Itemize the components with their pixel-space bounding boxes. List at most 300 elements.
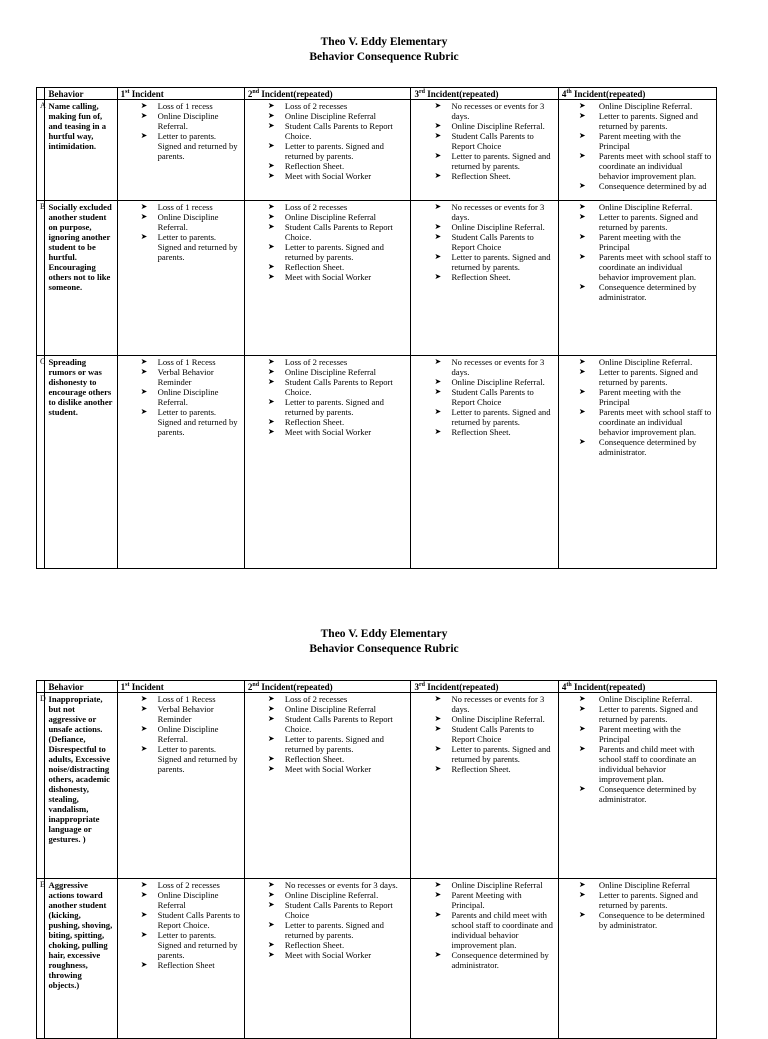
incident-4-consequences — [558, 356, 716, 569]
h3-sup: rd — [418, 682, 425, 688]
header-incident-3 — [411, 681, 558, 693]
list-item — [414, 232, 554, 252]
behavior-description: Socially excluded another student on purpose, ignoring another student to be hurtful. Encouraging others not to like someone. — [45, 201, 117, 356]
list-item — [248, 111, 408, 121]
arrow-bullet-icon: ➤ — [267, 212, 275, 221]
table-header-row — [37, 681, 717, 693]
arrow-bullet-icon: ➤ — [434, 357, 442, 366]
arrow-bullet-icon: ➤ — [267, 242, 275, 251]
arrow-bullet-icon: ➤ — [267, 427, 275, 436]
arrow-bullet-icon: ➤ — [578, 252, 586, 261]
consequence-text: Online Discipline Referral. — [598, 357, 693, 367]
arrow-bullet-icon: ➤ — [434, 171, 442, 180]
behavior-description: Name calling, making fun of, and teasing in a hurtful way, intimidation. — [45, 100, 117, 201]
incident-4-consequences — [558, 693, 716, 879]
list-item — [248, 397, 408, 417]
arrow-bullet-icon: ➤ — [140, 880, 148, 889]
consequence-text: Consequence determined by ad — [598, 181, 707, 191]
arrow-bullet-icon: ➤ — [267, 734, 275, 743]
incident-4-consequences — [558, 100, 716, 201]
arrow-bullet-icon: ➤ — [434, 377, 442, 386]
consequence-text: No recesses or events for 3 days. — [451, 357, 545, 377]
incident-3-consequences — [411, 879, 558, 1039]
consequence-text: Online Discipline Referral — [451, 880, 543, 890]
consequence-text: Meet with Social Worker — [284, 171, 372, 181]
h2-num: 2 — [247, 89, 253, 99]
consequence-text: Parents meet with school staff to coordinate an individual behavior improvement plan. — [598, 151, 712, 181]
list-item — [562, 357, 713, 367]
row-letter: B — [37, 201, 45, 356]
list-item — [414, 694, 554, 714]
consequence-text: Loss of 2 recesses — [284, 357, 348, 367]
arrow-bullet-icon: ➤ — [578, 744, 586, 753]
consequence-text: Online Discipline Referral. — [598, 101, 693, 111]
list-item — [562, 437, 713, 457]
list-item — [121, 367, 241, 387]
arrow-bullet-icon: ➤ — [434, 744, 442, 753]
list-item — [414, 910, 554, 950]
list-item — [121, 202, 241, 212]
h2-num: 2 — [247, 682, 253, 692]
list-item — [562, 367, 713, 387]
list-item — [414, 101, 554, 121]
arrow-bullet-icon: ➤ — [267, 141, 275, 150]
h3-sup: rd — [418, 89, 425, 95]
list-item — [248, 272, 408, 282]
arrow-bullet-icon: ➤ — [267, 714, 275, 723]
arrow-bullet-icon: ➤ — [140, 111, 148, 120]
list-item — [562, 282, 713, 302]
incident-3-consequences — [411, 100, 558, 201]
consequence-text: No recesses or events for 3 days. — [451, 101, 545, 121]
row-letter: C — [37, 356, 45, 569]
table-row — [37, 201, 717, 356]
consequence-text: Student Calls Parents to Report Choice — [451, 387, 534, 407]
incident-3-consequences — [411, 201, 558, 356]
page1-title: Theo V. Eddy Elementary — [320, 36, 448, 48]
arrow-bullet-icon: ➤ — [434, 764, 442, 773]
list-item — [414, 950, 554, 970]
list-item — [414, 387, 554, 407]
arrow-bullet-icon: ➤ — [578, 357, 586, 366]
consequence-list — [562, 694, 713, 804]
arrow-bullet-icon: ➤ — [267, 940, 275, 949]
h1-text: Incident — [129, 89, 164, 99]
page1-title-block — [0, 35, 768, 65]
arrow-bullet-icon: ➤ — [578, 212, 586, 221]
table-row — [37, 879, 717, 1039]
consequence-text: Parents meet with school staff to coordinate an individual behavior improvement plan. — [598, 407, 712, 437]
arrow-bullet-icon: ➤ — [578, 704, 586, 713]
arrow-bullet-icon: ➤ — [434, 101, 442, 110]
consequence-text: Online Discipline Referral. — [451, 121, 545, 131]
consequence-text: Online Discipline Referral. — [598, 694, 693, 704]
list-item — [562, 101, 713, 111]
h4-sup: th — [566, 89, 572, 95]
arrow-bullet-icon: ➤ — [267, 754, 275, 763]
consequence-text: Letter to parents. Signed and returned by parents. — [598, 212, 698, 232]
list-item — [248, 704, 408, 714]
table-row — [37, 100, 717, 201]
list-item — [121, 724, 241, 744]
consequence-list — [414, 880, 554, 970]
arrow-bullet-icon: ➤ — [140, 910, 148, 919]
list-item — [562, 181, 713, 191]
incident-2-consequences — [244, 356, 411, 569]
h2-text: Incident(repeated) — [259, 682, 333, 692]
list-item — [121, 111, 241, 131]
consequence-text: Consequence determined by administrator. — [598, 784, 697, 804]
list-item — [562, 407, 713, 437]
behavior-description: Aggressive actions toward another student (kicking, pushing, shoving, biting, spitting, choking, pulling hair, excessive roughness, throwing objects.) — [45, 879, 117, 1039]
list-item — [562, 131, 713, 151]
consequence-text: Online Discipline Referral. — [598, 202, 693, 212]
arrow-bullet-icon: ➤ — [434, 880, 442, 889]
consequence-list — [562, 202, 713, 302]
list-item — [248, 950, 408, 960]
list-item — [562, 202, 713, 212]
incident-1-consequences — [117, 100, 244, 201]
list-item — [121, 960, 241, 970]
consequence-text: Online Discipline Referral — [157, 890, 219, 910]
table-row — [37, 693, 717, 879]
consequence-text: Letter to parents. Signed and returned by parents. — [284, 242, 384, 262]
list-item — [414, 764, 554, 774]
arrow-bullet-icon: ➤ — [267, 202, 275, 211]
consequence-text: Verbal Behavior Reminder — [157, 704, 214, 724]
consequence-text: No recesses or events for 3 days. — [451, 694, 545, 714]
consequence-text: Consequence determined by administrator. — [598, 282, 697, 302]
consequence-text: Student Calls Parents to Report Choice. — [284, 377, 393, 397]
consequence-text: Reflection Sheet. — [451, 764, 511, 774]
list-item — [414, 272, 554, 282]
arrow-bullet-icon: ➤ — [434, 222, 442, 231]
consequence-text: Parent meeting with the Principal — [598, 131, 681, 151]
arrow-bullet-icon: ➤ — [434, 714, 442, 723]
arrow-bullet-icon: ➤ — [267, 101, 275, 110]
consequence-text: Meet with Social Worker — [284, 272, 372, 282]
list-item — [414, 427, 554, 437]
list-item — [248, 121, 408, 141]
list-item — [121, 407, 241, 437]
consequence-text: Consequence determined by administrator. — [598, 437, 697, 457]
consequence-list — [121, 101, 241, 161]
arrow-bullet-icon: ➤ — [267, 357, 275, 366]
h1-num: 1 — [120, 682, 126, 692]
h3-num: 3 — [414, 89, 419, 99]
consequence-text: Loss of 2 recesses — [284, 101, 348, 111]
list-item — [414, 357, 554, 377]
rubric-table-2 — [36, 680, 717, 1039]
list-item — [248, 202, 408, 212]
consequence-text: Online Discipline Referral. — [157, 387, 219, 407]
consequence-text: Letter to parents. Signed and returned by parents. — [598, 890, 698, 910]
consequence-list — [121, 694, 241, 774]
arrow-bullet-icon: ➤ — [267, 171, 275, 180]
arrow-bullet-icon: ➤ — [434, 131, 442, 140]
list-item — [248, 900, 408, 920]
list-item — [414, 714, 554, 724]
arrow-bullet-icon: ➤ — [434, 427, 442, 436]
consequence-text: Loss of 2 recesses — [284, 694, 348, 704]
arrow-bullet-icon: ➤ — [267, 121, 275, 130]
arrow-bullet-icon: ➤ — [140, 704, 148, 713]
h1-num: 1 — [120, 89, 126, 99]
consequence-text: Reflection Sheet. — [451, 427, 511, 437]
h4-text: Incident(repeated) — [571, 682, 646, 692]
consequence-text: Letter to parents. Signed and returned by parents. — [157, 744, 238, 774]
consequence-list — [562, 880, 713, 930]
list-item — [414, 121, 554, 131]
page2-subtitle: Behavior Consequence Rubric — [309, 643, 459, 655]
behavior-description: Inappropriate, but not aggressive or unsafe actions. (Defiance, Disrespectful to adults, Excessive noise/distracting others, academic dishonesty, stealing, vandalism, inappropriate language or gestures. ) — [45, 693, 117, 879]
consequence-text: Loss of 1 Recess — [157, 357, 216, 367]
list-item — [562, 252, 713, 282]
header-incident-4 — [558, 681, 716, 693]
consequence-text: Letter to parents. Signed and returned by parents. — [451, 151, 551, 171]
consequence-text: Meet with Social Worker — [284, 764, 372, 774]
consequence-text: Letter to parents. Signed and returned by parents. — [284, 920, 384, 940]
arrow-bullet-icon: ➤ — [267, 694, 275, 703]
consequence-text: Online Discipline Referral — [284, 704, 377, 714]
consequence-text: Consequence determined by administrator. — [451, 950, 549, 970]
arrow-bullet-icon: ➤ — [434, 387, 442, 396]
consequence-list — [121, 357, 241, 437]
incident-2-consequences — [244, 201, 411, 356]
arrow-bullet-icon: ➤ — [140, 202, 148, 211]
list-item — [414, 407, 554, 427]
arrow-bullet-icon: ➤ — [434, 950, 442, 959]
list-item — [248, 754, 408, 764]
list-item — [562, 724, 713, 744]
h2-sup: nd — [252, 682, 260, 688]
consequence-text: No recesses or events for 3 days. — [284, 880, 398, 890]
list-item — [414, 202, 554, 222]
arrow-bullet-icon: ➤ — [434, 910, 442, 919]
consequence-text: Reflection Sheet. — [284, 940, 345, 950]
list-item — [248, 367, 408, 377]
list-item — [248, 161, 408, 171]
consequence-text: Parent meeting with the Principal — [598, 232, 681, 252]
list-item — [414, 744, 554, 764]
list-item — [248, 222, 408, 242]
header-behavior-label: Behavior — [48, 89, 84, 99]
consequence-list — [562, 357, 713, 457]
list-item — [562, 111, 713, 131]
h4-sup: th — [566, 682, 572, 688]
list-item — [562, 694, 713, 704]
consequence-text: Parent meeting with the Principal — [598, 724, 681, 744]
consequence-text: Parents and child meet with school staff to coordinate an individual behavior improvement plan. — [598, 744, 697, 784]
arrow-bullet-icon: ➤ — [140, 232, 148, 241]
arrow-bullet-icon: ➤ — [267, 377, 275, 386]
h3-num: 3 — [414, 682, 419, 692]
consequence-text: Online Discipline Referral — [284, 212, 377, 222]
arrow-bullet-icon: ➤ — [267, 417, 275, 426]
list-item — [248, 101, 408, 111]
consequence-text: Online Discipline Referral — [284, 367, 377, 377]
arrow-bullet-icon: ➤ — [434, 890, 442, 899]
list-item — [248, 417, 408, 427]
arrow-bullet-icon: ➤ — [578, 232, 586, 241]
consequence-text: Loss of 1 Recess — [157, 694, 216, 704]
table-row — [37, 356, 717, 569]
header-incident-2 — [244, 681, 411, 693]
consequence-text: Reflection Sheet. — [451, 171, 511, 181]
header-incident-2 — [244, 88, 411, 100]
consequence-text: Reflection Sheet. — [284, 417, 345, 427]
list-item — [414, 377, 554, 387]
incident-2-consequences — [244, 879, 411, 1039]
consequence-text: Letter to parents. Signed and returned by parents. — [598, 704, 698, 724]
consequence-text: Letter to parents. Signed and returned by parents. — [157, 930, 238, 960]
incident-1-consequences — [117, 356, 244, 569]
list-item — [562, 784, 713, 804]
h1-sup: st — [125, 89, 130, 95]
incident-3-consequences — [411, 356, 558, 569]
list-item — [121, 744, 241, 774]
arrow-bullet-icon: ➤ — [434, 272, 442, 281]
consequence-text: Online Discipline Referral. — [157, 212, 219, 232]
arrow-bullet-icon: ➤ — [267, 950, 275, 959]
arrow-bullet-icon: ➤ — [578, 181, 586, 190]
consequence-text: Student Calls Parents to Report Choice. — [157, 910, 240, 930]
consequence-text: Letter to parents. Signed and returned by parents. — [284, 397, 384, 417]
behavior-description: Spreading rumors or was dishonesty to encourage others to dislike another student. — [45, 356, 117, 569]
consequence-list — [121, 202, 241, 262]
arrow-bullet-icon: ➤ — [140, 407, 148, 416]
list-item — [414, 880, 554, 890]
list-item — [121, 387, 241, 407]
arrow-bullet-icon: ➤ — [140, 131, 148, 140]
consequence-text: Student Calls Parents to Report Choice. — [284, 222, 393, 242]
consequence-text: Reflection Sheet. — [284, 262, 345, 272]
list-item — [248, 940, 408, 950]
list-item — [562, 212, 713, 232]
list-item — [248, 890, 408, 900]
list-item — [414, 151, 554, 171]
consequence-text: Letter to parents. Signed and returned by parents. — [157, 407, 238, 437]
arrow-bullet-icon: ➤ — [140, 744, 148, 753]
h1-text: Incident — [129, 682, 164, 692]
consequence-text: Loss of 1 recess — [157, 101, 213, 111]
list-item — [121, 910, 241, 930]
arrow-bullet-icon: ➤ — [578, 784, 586, 793]
consequence-text: Student Calls Parents to Report Choice — [451, 232, 534, 252]
consequence-list — [121, 880, 241, 970]
consequence-text: Online Discipline Referral — [598, 880, 691, 890]
arrow-bullet-icon: ➤ — [267, 397, 275, 406]
list-item — [562, 910, 713, 930]
page1-subtitle: Behavior Consequence Rubric — [309, 51, 459, 63]
consequence-list — [248, 101, 408, 181]
consequence-text: Reflection Sheet. — [284, 161, 345, 171]
consequence-text: Parents and child meet with school staff to coordinate and individual behavior improvement plan. — [451, 910, 553, 950]
h4-text: Incident(repeated) — [571, 89, 646, 99]
consequence-text: Reflection Sheet. — [284, 754, 345, 764]
consequence-text: Loss of 1 recess — [157, 202, 213, 212]
list-item — [248, 734, 408, 754]
list-item — [414, 171, 554, 181]
list-item — [248, 357, 408, 367]
list-item — [121, 930, 241, 960]
consequence-list — [248, 694, 408, 774]
consequence-text: Online Discipline Referral. — [284, 890, 379, 900]
arrow-bullet-icon: ➤ — [140, 930, 148, 939]
list-item — [414, 222, 554, 232]
consequence-text: Consequence to be determined by administrator. — [598, 910, 705, 930]
arrow-bullet-icon: ➤ — [267, 900, 275, 909]
incident-1-consequences — [117, 879, 244, 1039]
arrow-bullet-icon: ➤ — [267, 367, 275, 376]
list-item — [562, 744, 713, 784]
page2-title: Theo V. Eddy Elementary — [320, 628, 448, 640]
arrow-bullet-icon: ➤ — [578, 131, 586, 140]
consequence-list — [248, 202, 408, 282]
consequence-text: Parent Meeting with Principal. — [451, 890, 522, 910]
consequence-text: Student Calls Parents to Report Choice. — [284, 121, 393, 141]
consequence-text: Online Discipline Referral. — [451, 714, 545, 724]
list-item — [562, 151, 713, 181]
consequence-text: Verbal Behavior Reminder — [157, 367, 214, 387]
consequence-list — [414, 101, 554, 181]
consequence-text: No recesses or events for 3 days. — [451, 202, 545, 222]
h4-num: 4 — [561, 682, 567, 692]
arrow-bullet-icon: ➤ — [267, 111, 275, 120]
incident-2-consequences — [244, 100, 411, 201]
list-item — [248, 694, 408, 704]
arrow-bullet-icon: ➤ — [434, 694, 442, 703]
list-item — [248, 764, 408, 774]
page2-title-block — [0, 627, 768, 657]
arrow-bullet-icon: ➤ — [267, 704, 275, 713]
list-item — [562, 704, 713, 724]
consequence-list — [414, 357, 554, 437]
list-item — [562, 232, 713, 252]
consequence-text: Online Discipline Referral. — [157, 724, 219, 744]
consequence-text: Meet with Social Worker — [284, 427, 372, 437]
arrow-bullet-icon: ➤ — [267, 272, 275, 281]
consequence-text: Reflection Sheet. — [451, 272, 511, 282]
incident-1-consequences — [117, 201, 244, 356]
consequence-text: Letter to parents. Signed and returned by parents. — [451, 252, 551, 272]
h2-sup: nd — [252, 89, 260, 95]
list-item — [248, 262, 408, 272]
arrow-bullet-icon: ➤ — [140, 724, 148, 733]
list-item — [121, 694, 241, 704]
arrow-bullet-icon: ➤ — [434, 407, 442, 416]
consequence-list — [414, 694, 554, 774]
consequence-text: Loss of 2 recesses — [284, 202, 348, 212]
consequence-text: Letter to parents. Signed and returned by parents. — [157, 232, 238, 262]
arrow-bullet-icon: ➤ — [140, 960, 148, 969]
header-letter — [37, 681, 45, 693]
list-item — [121, 880, 241, 890]
arrow-bullet-icon: ➤ — [578, 694, 586, 703]
consequence-text: Letter to parents. Signed and returned by parents. — [157, 131, 238, 161]
list-item — [248, 377, 408, 397]
row-letter: E — [37, 879, 45, 1039]
incident-2-consequences — [244, 693, 411, 879]
list-item — [121, 212, 241, 232]
arrow-bullet-icon: ➤ — [267, 880, 275, 889]
arrow-bullet-icon: ➤ — [578, 367, 586, 376]
list-item — [121, 704, 241, 724]
consequence-list — [562, 101, 713, 191]
arrow-bullet-icon: ➤ — [267, 920, 275, 929]
arrow-bullet-icon: ➤ — [140, 101, 148, 110]
arrow-bullet-icon: ➤ — [578, 880, 586, 889]
